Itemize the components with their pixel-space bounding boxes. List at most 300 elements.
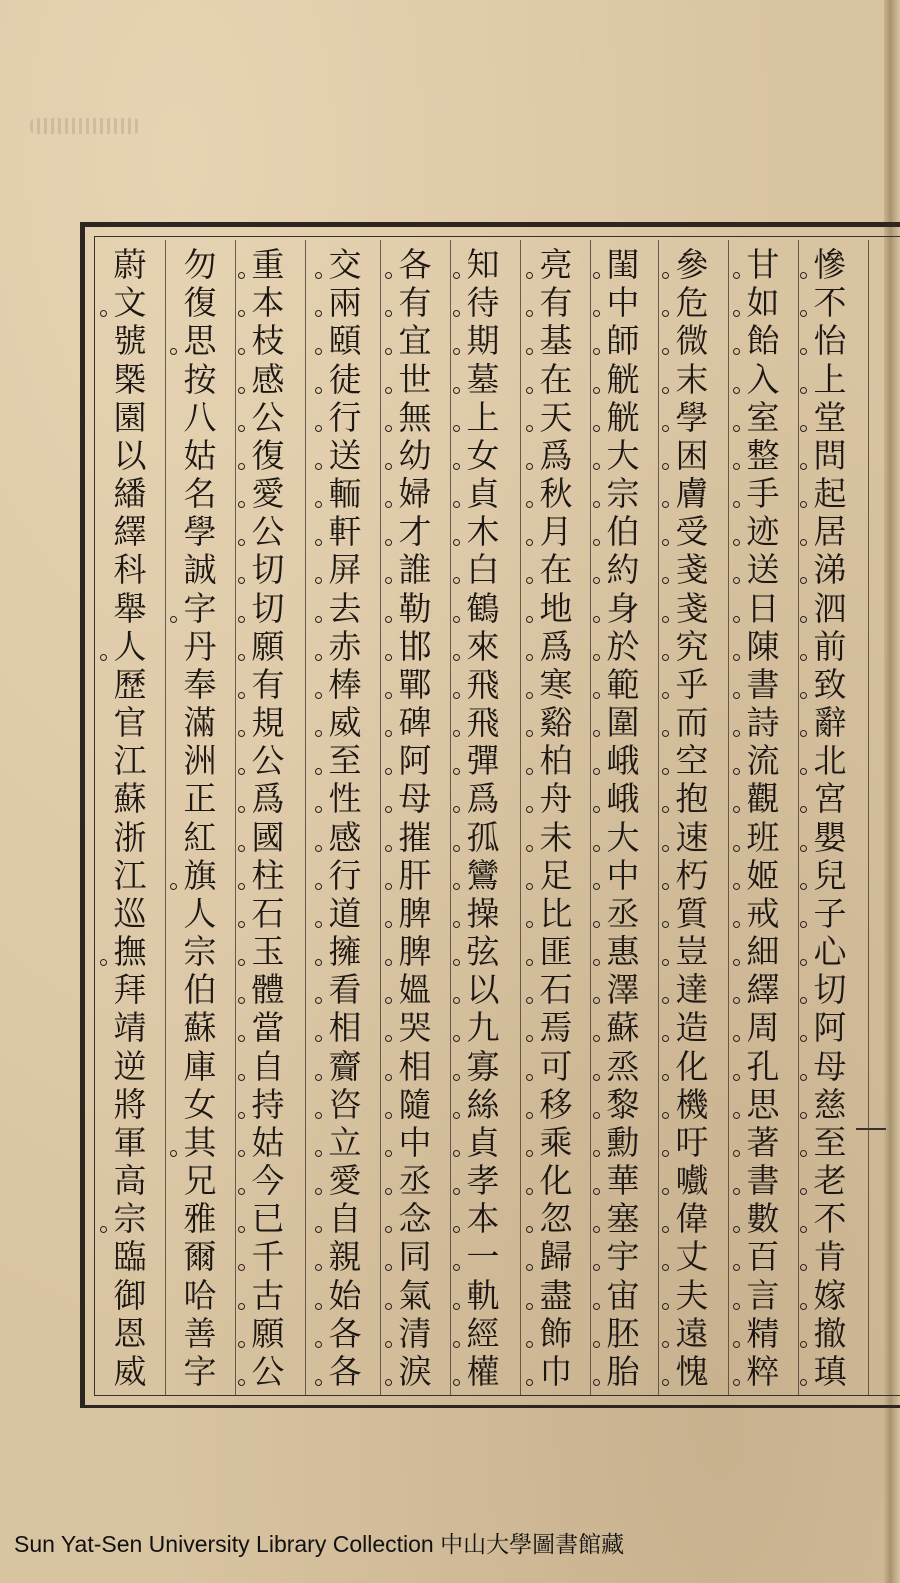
character: 送	[325, 439, 365, 472]
character: 臨	[113, 1237, 147, 1277]
character: 戒	[743, 897, 783, 930]
character: 舉	[113, 588, 147, 628]
character: 泗	[810, 592, 850, 625]
character: 學	[183, 512, 217, 552]
character: 官	[113, 703, 147, 743]
character: 墓	[463, 363, 503, 396]
column-rule	[520, 240, 521, 1395]
character: 兄	[183, 1161, 217, 1201]
character: 氣	[395, 1279, 435, 1312]
character: 細	[743, 935, 783, 968]
character: 同	[395, 1240, 435, 1273]
character: 軍	[113, 1122, 147, 1162]
character: 夫	[672, 1279, 712, 1312]
character: 以	[463, 973, 503, 1006]
character: 愛	[248, 477, 288, 510]
character: 峨	[603, 782, 643, 815]
character: 黎	[603, 1088, 643, 1121]
character: 公	[248, 401, 288, 434]
character: 各	[325, 1317, 365, 1350]
character: 至	[325, 744, 365, 777]
character: 淚	[395, 1355, 435, 1388]
character: 遠	[672, 1317, 712, 1350]
character: 究	[672, 630, 712, 663]
character: 歷	[113, 664, 147, 704]
character: 親	[325, 1240, 365, 1273]
character: 子	[810, 897, 850, 930]
character: 雅	[183, 1199, 217, 1239]
character: 盡	[536, 1279, 576, 1312]
character: 待	[463, 286, 503, 319]
character: 柱	[248, 859, 288, 892]
character: 上	[810, 363, 850, 396]
character: 當	[248, 1011, 288, 1044]
character: 國	[248, 821, 288, 854]
character: 丈	[672, 1240, 712, 1273]
character: 各	[325, 1355, 365, 1388]
character: 歸	[536, 1240, 576, 1273]
column-rule	[658, 240, 659, 1395]
text-column	[387, 245, 443, 1391]
character: 持	[248, 1088, 288, 1121]
character: 逆	[113, 1046, 147, 1086]
character: 焉	[536, 1011, 576, 1044]
character: 有	[536, 286, 576, 319]
character: 無	[395, 401, 435, 434]
character: 參	[672, 248, 712, 281]
character: 愛	[325, 1164, 365, 1197]
character: 於	[603, 630, 643, 663]
character: 老	[810, 1164, 850, 1197]
character: 天	[536, 401, 576, 434]
character: 前	[810, 630, 850, 663]
character: 脾	[395, 897, 435, 930]
character: 亮	[536, 248, 576, 281]
character: 涕	[810, 553, 850, 586]
character: 各	[395, 248, 435, 281]
character: 問	[810, 439, 850, 472]
character: 膚	[672, 477, 712, 510]
character: 達	[672, 973, 712, 1006]
character: 撤	[810, 1317, 850, 1350]
character: 數	[743, 1202, 783, 1235]
character: 媼	[395, 973, 435, 1006]
character: 蔚	[113, 245, 147, 284]
character: 婦	[395, 477, 435, 510]
character: 幼	[395, 439, 435, 472]
character: 姑	[183, 435, 217, 475]
character: 偉	[672, 1202, 712, 1235]
character: 胚	[603, 1317, 643, 1350]
character: 比	[536, 897, 576, 930]
character: 不	[810, 1202, 850, 1235]
character: 石	[248, 897, 288, 930]
character: 流	[743, 744, 783, 777]
character: 學	[672, 401, 712, 434]
text-column	[802, 245, 858, 1391]
character: 碑	[395, 706, 435, 739]
character: 危	[672, 286, 712, 319]
character: 閨	[603, 248, 643, 281]
character: 御	[113, 1275, 147, 1315]
character: 絲	[463, 1088, 503, 1121]
character: 飛	[463, 668, 503, 701]
character: 感	[325, 821, 365, 854]
character: 肯	[810, 1240, 850, 1273]
character: 嚱	[672, 1164, 712, 1197]
character: 阿	[395, 744, 435, 777]
character: 木	[463, 515, 503, 548]
character: 基	[536, 324, 576, 357]
character: 咨	[325, 1088, 365, 1121]
character: 園	[113, 397, 147, 437]
character: 堂	[810, 401, 850, 434]
character: 切	[248, 592, 288, 625]
character: 頤	[325, 324, 365, 357]
character: 貞	[463, 477, 503, 510]
character: 行	[325, 401, 365, 434]
character: 宙	[603, 1279, 643, 1312]
character: 觥	[603, 401, 643, 434]
text-column	[455, 245, 511, 1391]
character: 柏	[536, 744, 576, 777]
character: 靖	[113, 1008, 147, 1048]
character: 誠	[183, 550, 217, 590]
character: 華	[603, 1164, 643, 1197]
character: 身	[603, 592, 643, 625]
character: 隨	[395, 1088, 435, 1121]
character: 匪	[536, 935, 576, 968]
text-column	[172, 245, 228, 1391]
character: 紅	[183, 817, 217, 857]
character: 正	[183, 779, 217, 819]
character: 繹	[113, 512, 147, 552]
character: 去	[325, 592, 365, 625]
character: 精	[743, 1317, 783, 1350]
character: 戔	[672, 553, 712, 586]
character: 爲	[463, 782, 503, 815]
character: 中	[395, 1126, 435, 1159]
character: 高	[113, 1161, 147, 1201]
character: 書	[743, 1164, 783, 1197]
character: 相	[395, 1050, 435, 1083]
character: 念	[395, 1202, 435, 1235]
character: 願	[248, 1317, 288, 1350]
character: 經	[463, 1317, 503, 1350]
character: 機	[672, 1088, 712, 1121]
character: 師	[603, 324, 643, 357]
character: 徒	[325, 363, 365, 396]
character: 公	[248, 515, 288, 548]
character: 勳	[603, 1126, 643, 1159]
character: 飛	[463, 706, 503, 739]
character: 鶴	[463, 592, 503, 625]
character: 浙	[113, 817, 147, 857]
character: 肝	[395, 859, 435, 892]
character: 善	[183, 1313, 217, 1353]
character: 起	[810, 477, 850, 510]
character: 班	[743, 821, 783, 854]
character: 願	[248, 630, 288, 663]
character: 約	[603, 553, 643, 586]
text-column	[240, 245, 296, 1391]
character: 宗	[603, 477, 643, 510]
character: 乘	[536, 1126, 576, 1159]
character: 抱	[672, 782, 712, 815]
character: 拜	[113, 970, 147, 1010]
character: 復	[183, 283, 217, 323]
character: 清	[395, 1317, 435, 1350]
character: 如	[743, 286, 783, 319]
character: 巡	[113, 893, 147, 933]
character: 性	[325, 782, 365, 815]
character: 九	[463, 1011, 503, 1044]
character: 大	[603, 439, 643, 472]
character: 女	[183, 1084, 217, 1124]
character: 相	[325, 1011, 365, 1044]
character: 塞	[603, 1202, 643, 1235]
character: 周	[743, 1011, 783, 1044]
character: 撫	[110, 935, 150, 968]
character: 誰	[395, 553, 435, 586]
character: 整	[743, 439, 783, 472]
character: 按	[183, 359, 217, 399]
character: 造	[672, 1011, 712, 1044]
character: 辭	[810, 706, 850, 739]
character: 玉	[248, 935, 288, 968]
character: 有	[248, 668, 288, 701]
character: 惠	[603, 935, 643, 968]
character: 宗	[183, 932, 217, 972]
character: 宇	[603, 1240, 643, 1273]
character: 切	[248, 553, 288, 586]
character: 將	[113, 1084, 147, 1124]
character: 八	[183, 397, 217, 437]
character: 字	[183, 1351, 217, 1391]
character: 本	[463, 1202, 503, 1235]
character: 爲	[536, 439, 576, 472]
character: 號	[113, 321, 147, 361]
character: 怡	[810, 324, 850, 357]
character: 末	[672, 363, 712, 396]
character: 江	[113, 741, 147, 781]
character: 蘇	[183, 1008, 217, 1048]
character: 有	[395, 286, 435, 319]
character: 體	[248, 973, 288, 1006]
character: 在	[536, 553, 576, 586]
character: 大	[603, 821, 643, 854]
character: 勒	[395, 592, 435, 625]
character: 峨	[603, 744, 643, 777]
character: 戔	[672, 592, 712, 625]
character: 宜	[395, 324, 435, 357]
character: 慈	[810, 1088, 850, 1121]
character: 日	[743, 592, 783, 625]
character: 操	[463, 897, 503, 930]
character: 摧	[395, 821, 435, 854]
character: 中	[603, 286, 643, 319]
character: 赤	[325, 630, 365, 663]
character: 石	[536, 973, 576, 1006]
character: 洲	[183, 741, 217, 781]
character: 心	[810, 935, 850, 968]
character: 著	[743, 1126, 783, 1159]
character: 一	[463, 1240, 503, 1273]
character: 孔	[743, 1050, 783, 1083]
character: 烝	[603, 1050, 643, 1083]
character: 寡	[463, 1050, 503, 1083]
character: 豈	[672, 935, 712, 968]
character: 輀	[325, 477, 365, 510]
character: 名	[183, 474, 217, 514]
character: 地	[536, 592, 576, 625]
column-rule	[798, 240, 799, 1395]
character: 嬰	[810, 821, 850, 854]
character: 在	[536, 363, 576, 396]
character: 觀	[743, 782, 783, 815]
character: 軒	[325, 515, 365, 548]
character: 始	[325, 1279, 365, 1312]
character: 今	[248, 1164, 288, 1197]
character: 枝	[248, 324, 288, 357]
character: 行	[325, 859, 365, 892]
character: 弦	[463, 935, 503, 968]
character: 人	[183, 893, 217, 933]
character: 足	[536, 859, 576, 892]
margin-tick	[856, 1128, 886, 1130]
character: 來	[463, 630, 503, 663]
column-rule	[728, 240, 729, 1395]
character: 重	[248, 248, 288, 281]
character: 爲	[536, 630, 576, 663]
character: 期	[463, 324, 503, 357]
character: 空	[672, 744, 712, 777]
character: 㮣	[113, 359, 147, 399]
character: 愧	[672, 1355, 712, 1388]
character: 女	[463, 439, 503, 472]
character: 忽	[536, 1202, 576, 1235]
character: 居	[810, 515, 850, 548]
character: 阿	[810, 1011, 850, 1044]
character: 齎	[325, 1050, 365, 1083]
character: 胎	[603, 1355, 643, 1388]
character: 字	[180, 592, 220, 625]
character: 鸞	[463, 859, 503, 892]
character: 寒	[536, 668, 576, 701]
character: 乎	[672, 668, 712, 701]
character: 困	[672, 439, 712, 472]
character: 公	[248, 744, 288, 777]
character: 權	[463, 1355, 503, 1388]
column-rule	[165, 240, 166, 1395]
character: 爾	[183, 1237, 217, 1277]
text-column	[317, 245, 373, 1391]
character: 迹	[743, 515, 783, 548]
character: 恩	[113, 1313, 147, 1353]
column-rule	[235, 240, 236, 1395]
character: 哈	[183, 1275, 217, 1315]
character: 科	[113, 550, 147, 590]
library-caption: Sun Yat-Sen University Library Collection 中山大學圖書館藏	[14, 1531, 625, 1557]
text-column	[102, 245, 158, 1391]
column-rule	[868, 240, 869, 1395]
character: 宮	[810, 782, 850, 815]
character: 甘	[743, 248, 783, 281]
character: 古	[248, 1279, 288, 1312]
character: 兒	[810, 859, 850, 892]
character: 母	[395, 782, 435, 815]
character: 未	[536, 821, 576, 854]
character: 化	[536, 1164, 576, 1197]
character: 看	[325, 973, 365, 1006]
character: 公	[248, 1355, 288, 1388]
character: 自	[325, 1202, 365, 1235]
ink-smudge	[30, 118, 140, 134]
character: 蘇	[113, 779, 147, 819]
character: 丞	[395, 1164, 435, 1197]
character: 吁	[672, 1126, 712, 1159]
character: 才	[395, 515, 435, 548]
character: 棒	[325, 668, 365, 701]
character: 朽	[672, 859, 712, 892]
character: 切	[810, 973, 850, 1006]
character: 爲	[248, 782, 288, 815]
text-column	[528, 245, 584, 1391]
character: 伯	[603, 515, 643, 548]
character: 飾	[536, 1317, 576, 1350]
character: 伯	[183, 970, 217, 1010]
character: 文	[110, 286, 150, 319]
character: 舟	[536, 782, 576, 815]
character: 北	[810, 744, 850, 777]
character: 言	[743, 1279, 783, 1312]
character: 可	[536, 1050, 576, 1083]
character: 上	[463, 401, 503, 434]
character: 千	[248, 1240, 288, 1273]
character: 月	[536, 515, 576, 548]
character: 邯	[395, 630, 435, 663]
character: 擁	[325, 935, 365, 968]
character: 中	[603, 859, 643, 892]
character: 哭	[395, 1011, 435, 1044]
character: 貞	[463, 1126, 503, 1159]
character: 滿	[183, 703, 217, 743]
character: 巾	[536, 1355, 576, 1388]
character: 手	[743, 477, 783, 510]
character: 粹	[743, 1355, 783, 1388]
character: 勿	[183, 245, 217, 284]
character: 至	[810, 1126, 850, 1159]
character: 丞	[603, 897, 643, 930]
character: 受	[672, 515, 712, 548]
character: 嫁	[810, 1279, 850, 1312]
character: 觥	[603, 363, 643, 396]
character: 交	[325, 248, 365, 281]
character: 母	[810, 1050, 850, 1083]
character: 丹	[183, 626, 217, 666]
character: 飴	[743, 324, 783, 357]
column-rule	[305, 240, 306, 1395]
character: 鄲	[395, 668, 435, 701]
character: 威	[113, 1351, 147, 1391]
character: 威	[325, 706, 365, 739]
character: 範	[603, 668, 643, 701]
character: 蘇	[603, 1011, 643, 1044]
character: 室	[743, 401, 783, 434]
character: 庫	[183, 1046, 217, 1086]
character: 思	[743, 1088, 783, 1121]
character: 脾	[395, 935, 435, 968]
